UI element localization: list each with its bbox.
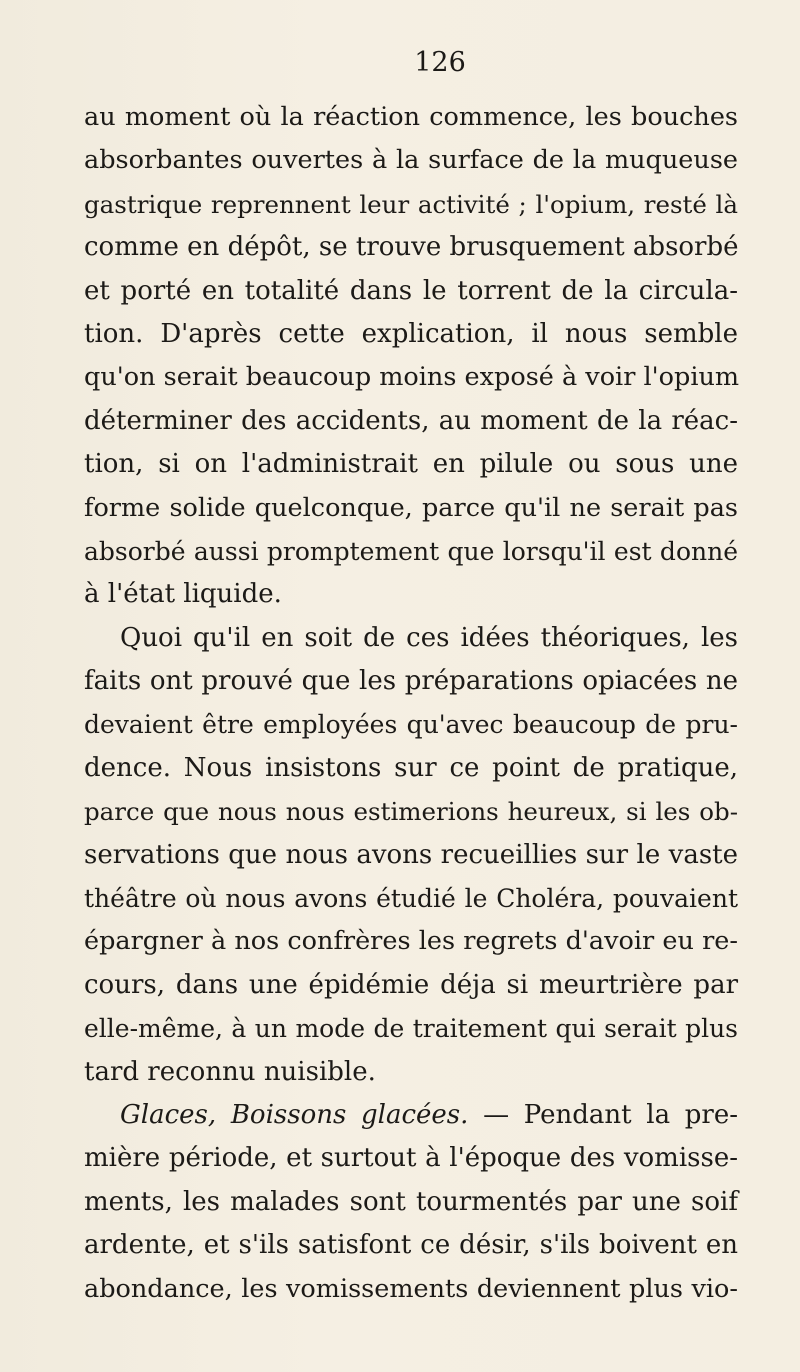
section-heading: Glaces, Boissons glacées. — [120, 1099, 469, 1130]
text-line: dence. Nous insistons sur ce point de pratique, — [84, 752, 738, 783]
text-line: qu'on serait beaucoup moins exposé à voir l'opium — [84, 362, 740, 393]
text-line: tion, si on l'administrait en pilule ou sous une — [84, 449, 738, 480]
text-line: comme en dépôt, se trouve brusquement absorbé — [84, 232, 739, 263]
body-text — [84, 96, 738, 1311]
text-line: elle-même, à un mode de traitement qui serait plus — [84, 1014, 738, 1044]
text-line: mière période, et surtout à l'époque des vomisse- — [84, 1143, 738, 1174]
text-line: ments, les malades sont tourmentés par une soif — [84, 1186, 738, 1217]
text-line: théâtre où nous avons étudié le Choléra, pouvaient — [84, 884, 738, 914]
text-line: absorbantes ouvertes à la surface de la muqueuse — [84, 145, 738, 176]
text-line: servations que nous avons recueillies sur le vaste — [84, 839, 738, 870]
text-line: devaient être employées qu'avec beaucoup de pru- — [84, 710, 738, 740]
text-line: faits ont prouvé que les préparations opiacées ne — [84, 666, 738, 697]
text-line: absorbé aussi promptement que lorsqu'il est donné — [84, 536, 738, 566]
text-line: abondance, les vomissements deviennent plus vio- — [84, 1273, 738, 1304]
text-line: cours, dans une épidémie déja si meurtrière par — [84, 969, 738, 1000]
text-line: forme solide quelconque, parce qu'il ne serait pas — [84, 492, 738, 523]
section-heading-line — [84, 1094, 738, 1137]
text-line: épargner à nos confrères les regrets d'avoir eu re- — [84, 926, 738, 957]
text-line: et porté en totalité dans le torrent de la circula- — [84, 275, 738, 306]
text-line: à l'état liquide. — [84, 579, 282, 610]
text-line: parce que nous nous estimerions heureux, si les ob- — [84, 797, 738, 827]
text-line: tard reconnu nuisible. — [84, 1056, 376, 1087]
text-line: gastrique reprennent leur activité ; l'opium, resté là — [84, 189, 738, 219]
text-line: tion. D'après cette explication, il nous semble — [84, 318, 738, 349]
text-line: déterminer des accidents, au moment de la réac- — [84, 405, 738, 436]
text-line: ardente, et s'ils satisfont ce désir, s'ils boivent en — [84, 1230, 738, 1261]
text-line: Quoi qu'il en soit de ces idées théoriques, les — [120, 622, 738, 653]
text-line: au moment où la réaction commence, les bouches — [84, 102, 738, 132]
section-heading-continuation: — Pendant la pre- — [468, 1099, 739, 1130]
page-number: 126 — [414, 47, 466, 78]
